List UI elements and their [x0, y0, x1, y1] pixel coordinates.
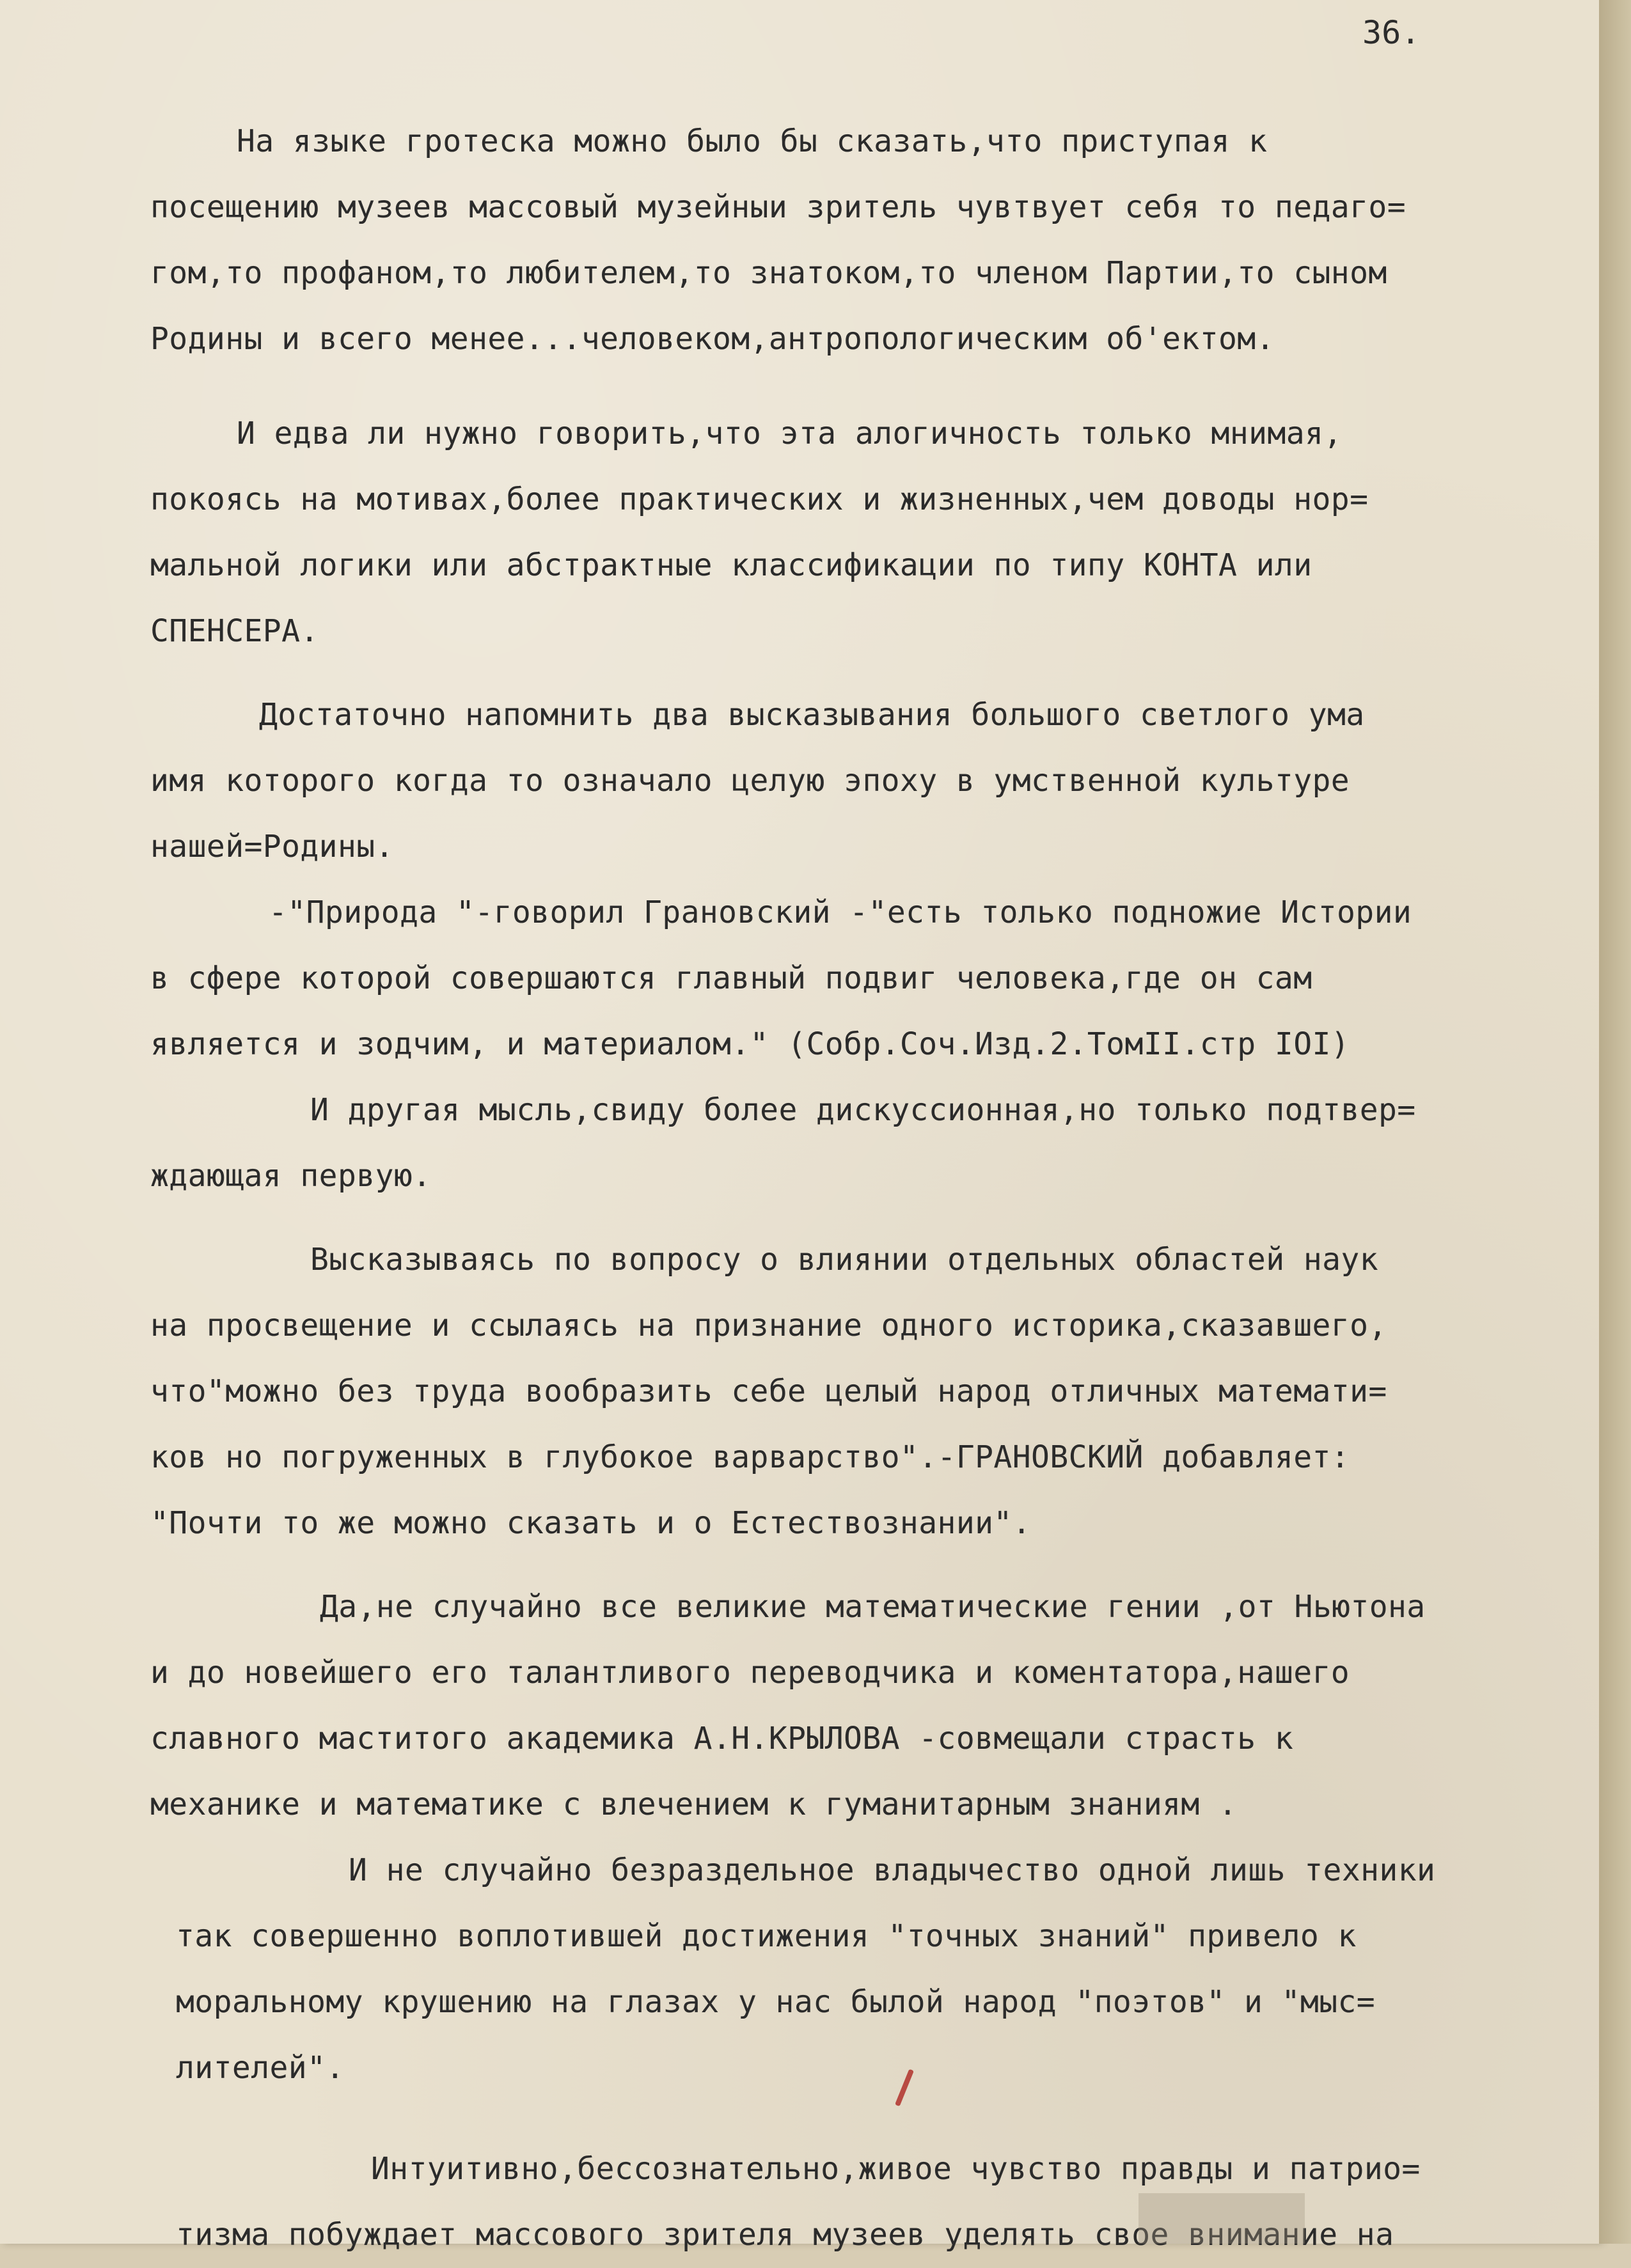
text-line: посещению музеев массовый музейныи зритель чувтвует себя то педаго= [150, 189, 1406, 225]
text-line: На языке гротеска можно было бы сказать,что приступая к [237, 123, 1286, 159]
text-line: Интуитивно,бессознательно,живое чувство правды и патрио= [371, 2151, 1421, 2187]
text-line: нашей=Родины. [150, 829, 394, 864]
text-line: И не случайно безраздельное владычество одной лишь техники [349, 1852, 1436, 1888]
text-line: имя которого когда то означало целую эпоху в умственной культуре [150, 763, 1350, 799]
text-line: И другая мысль,свиду более дискуссионная,но только подтвер= [310, 1092, 1416, 1128]
text-line: лителей". [176, 2050, 345, 2086]
text-line: Родины и всего менее...человеком,антропологическим об'ектом. [150, 321, 1275, 357]
text-line: Достаточно напомнить два высказывания большого светлого ума [259, 697, 1365, 733]
text-line: Высказываясь по вопросу о влиянии отдельных областей наук [310, 1242, 1379, 1278]
text-line: -"Природа "-говорил Грановский -"есть только подножие Истории [269, 895, 1412, 930]
faded-stamp [1139, 2193, 1305, 2244]
text-line: что"можно без труда вообразить себе целый народ отличных математи= [150, 1373, 1387, 1409]
text-line: в сфере которой совершаются главный подвиг человека,где он сам [150, 960, 1312, 996]
text-line: так совершенно воплотившей достижения "точных знаний" привело к [176, 1918, 1357, 1954]
page-number: 36. [1362, 14, 1421, 51]
text-line: СПЕНСЕРА. [150, 613, 319, 649]
text-line: Да,не случайно все великие математические гении ,от Ньютона [320, 1589, 1426, 1625]
text-line: и до новейшего его талантливого переводчика и коментатора,нашего [150, 1655, 1350, 1691]
text-line: ков но погруженных в глубокое варварство".-ГРАНОВСКИЙ добавляет: [150, 1439, 1350, 1475]
text-line: гом,то профаном,то любителем,то знатоком,то членом Партии,то сыном [150, 255, 1387, 291]
text-line: тизма побуждает массового зрителя музеев уделять свое внимание на [176, 2217, 1394, 2253]
text-line: славного маститого академика А.Н.КРЫЛОВА -совмещали страсть к [150, 1721, 1294, 1756]
page-edge-strip [1599, 0, 1631, 2244]
text-line: моральному крушению на глазах у нас былой народ "поэтов" и "мыс= [176, 1984, 1376, 2020]
typewritten-text [150, 109, 1596, 2268]
text-line: мальной логики или абстрактные классификации по типу КОНТА или [150, 547, 1312, 583]
text-line: механике и математике с влечением к гуманитарным знаниям . [150, 1787, 1238, 1822]
text-line: является и зодчим, и материалом." (Собр.Соч.Изд.2.ТомII.стр IOI) [150, 1026, 1350, 1062]
text-line: на просвещение и ссылаясь на признание одного историка,сказавшего, [150, 1308, 1387, 1343]
text-line: ждающая первую. [150, 1158, 432, 1194]
text-line: покоясь на мотивах,более практических и жизненных,чем доводы нор= [150, 481, 1369, 517]
text-line: И едва ли нужно говорить,что эта алогичность только мнимая, [237, 416, 1343, 451]
text-line: "Почти то же можно сказать и о Естествознании". [150, 1505, 1032, 1541]
